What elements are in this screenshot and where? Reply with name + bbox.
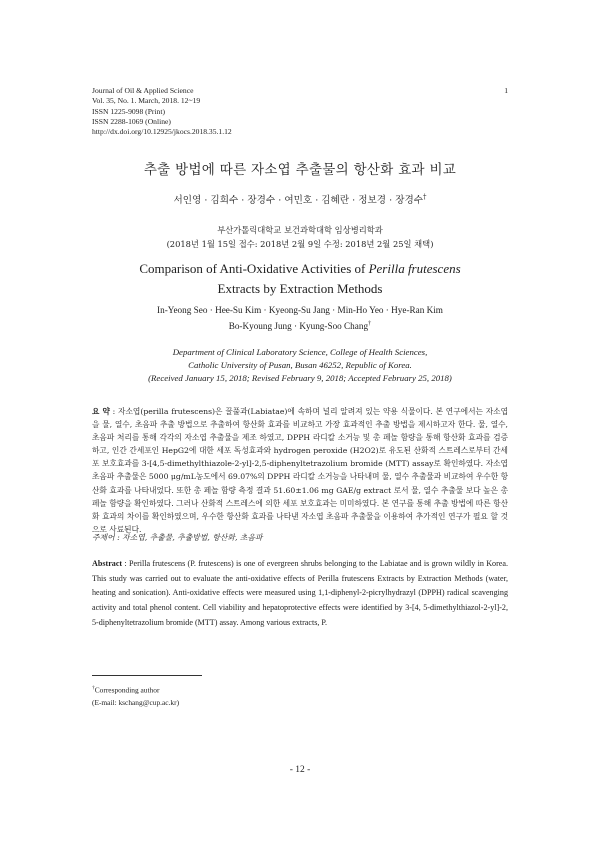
affiliation-english-line1: Department of Clinical Laboratory Science, College of Health Sciences, <box>172 347 428 357</box>
title-english-line1 <box>0 259 600 279</box>
abstract-korean-text: : 자소엽(perilla frutescens)은 꿀풀과(Labiatae)에 속하며 널리 알려져 있는 약용 식물이다. 본 연구에서는 자소엽을 물, 열수, 초음파 추출 방법으로 추출하여 항산화 효과를 비교하고 가장 효과적인 추출 방법을 제시하고자 한다. 물, 열수, 초음파 처리를 통해 각각의 자소엽 추출물을 제조 하였고, DPPH 라디칼 소거능 및 총 페놀 함량을 통해 항산화 효과를 검증하고, 인간 간세포인 HepG2에 대한 세포 독성효과와 hydrogen peroxide (H2O2)로 유도된 산화적 스트레스로부터 간세포 보호효과를 3-[4,5-dimethylthiazole-2-yl]-2,5-diphenyltetrazolium bromide (MTT) assay로 확인하였다. 자소엽 초음파 추출물은 5000 μg/mL농도에서 69.07%의 DPPH 라디칼 소거능을 나타내며 물, 열수 추출물과 비교하여 우수한 항산화 효과를 나타내었다. 또한 총 페놀 함량 측정 결과 51.60±1.06 mg GAE/g extract 로서 물, 열수 추출물 보다 높은 총 페놀 함량을 확인하였다. 그러나 산화적 스트레스에 의한 세포 보호효과는 미미하였다. 본 연구를 통해 추출 방법에 따른 항산화 효과의 차이를 확인하였으며, 우수한 항산화 효과를 나타낸 자소엽 초음파 추출물을 이용하여 추가적인 연구가 필요 할 것으로 사료된다. <box>92 407 508 534</box>
corresponding-mark: † <box>423 192 427 201</box>
dates-korean: (2018년 1월 15일 접수: 2018년 2월 9일 수정: 2018년 2월 25일 채택) <box>166 239 434 249</box>
abstract-korean-lead: 요 약 <box>92 407 110 416</box>
authors-english-line1: In-Yeong Seo · Hee-Su Kim · Kyeong-Su Jang · Min-Ho Yeo · Hye-Ran Kim <box>157 305 443 315</box>
footnote <box>92 682 179 709</box>
abstract-korean <box>92 405 508 536</box>
abstract-english-lead: Abstract <box>92 559 123 568</box>
page-folio: - 12 - <box>289 765 311 775</box>
affiliation-korean <box>0 223 600 251</box>
dates-english: (Received January 15, 2018; Revised February 9, 2018; Accepted February 25, 2018) <box>148 372 452 383</box>
volume-info: Vol. 35, No. 1. March, 2018. 12~19 <box>92 96 201 106</box>
page-number: 1 <box>504 86 508 95</box>
affiliation-korean-name: 부산가톨릭대학교 보건과학대학 임상병리학과 <box>217 225 383 235</box>
doi-link[interactable]: http://dx.doi.org/10.12925/jkocs.2018.35.1.12 <box>92 127 232 137</box>
title-english <box>0 259 600 298</box>
footnote-divider <box>92 675 202 676</box>
footnote-line2: (E-mail: kschang@cup.ac.kr) <box>92 697 180 707</box>
journal-header <box>92 86 232 137</box>
authors-korean <box>0 192 600 206</box>
abstract-english <box>92 557 508 631</box>
authors-english-line2: Bo-Kyoung Jung · Kyung-Soo Chang <box>228 321 369 332</box>
title-english-prefix: Comparison of Anti-Oxidative Activities of <box>139 261 369 276</box>
issn-print: ISSN 1225-9098 (Print) <box>92 106 165 116</box>
footnote-line1: Corresponding author <box>94 685 160 695</box>
title-korean: 추출 방법에 따른 자소엽 추출물의 항산화 효과 비교 <box>143 162 457 178</box>
journal-name: Journal of Oil & Applied Science <box>92 86 194 95</box>
authors-english <box>0 304 600 333</box>
footnote-mark: † <box>92 685 95 691</box>
footnote-line1-wrap <box>92 682 179 697</box>
corresponding-mark-en: † <box>368 320 372 328</box>
keywords-korean: 주제어 : 자소엽, 추출물, 추출방법, 항산화, 초음파 <box>92 533 263 542</box>
authors-korean-names: 서인영 · 김희수 · 장경수 · 여민호 · 김혜란 · 정보경 · 장경수 <box>173 195 423 206</box>
affiliation-english <box>0 346 600 384</box>
abstract-english-text: : Perilla frutescens (P. frutescens) is one of evergreen shrubs belonging to the Labiatae and is grown wildly in Korea. This study was carried out to evaluate the anti-oxidative effects of Perilla frutescens Extracts by Extraction Methods (water, heating and sonication). Anti-oxidative effects were measured using 1,1-diphenyl-2-picrylhydrazyl (DPPH) radical scavenging activity and total phenol content. Cell viability and hepatoprotective effects were identified by 3-[4, 5-dimethylthiazol-2-yl]-2, 5-diphenyltetrazolium bromide (MTT) assay. Among various extracts, P. <box>92 559 508 627</box>
title-english-species: Perilla frutescens <box>368 261 461 276</box>
affiliation-english-line2: Catholic University of Pusan, Busan 46252, Republic of Korea. <box>188 359 412 370</box>
issn-online: ISSN 2288-1069 (Online) <box>92 116 171 126</box>
title-english-line2: Extracts by Extraction Methods <box>217 280 383 296</box>
authors-english-line2-wrap <box>0 317 600 333</box>
